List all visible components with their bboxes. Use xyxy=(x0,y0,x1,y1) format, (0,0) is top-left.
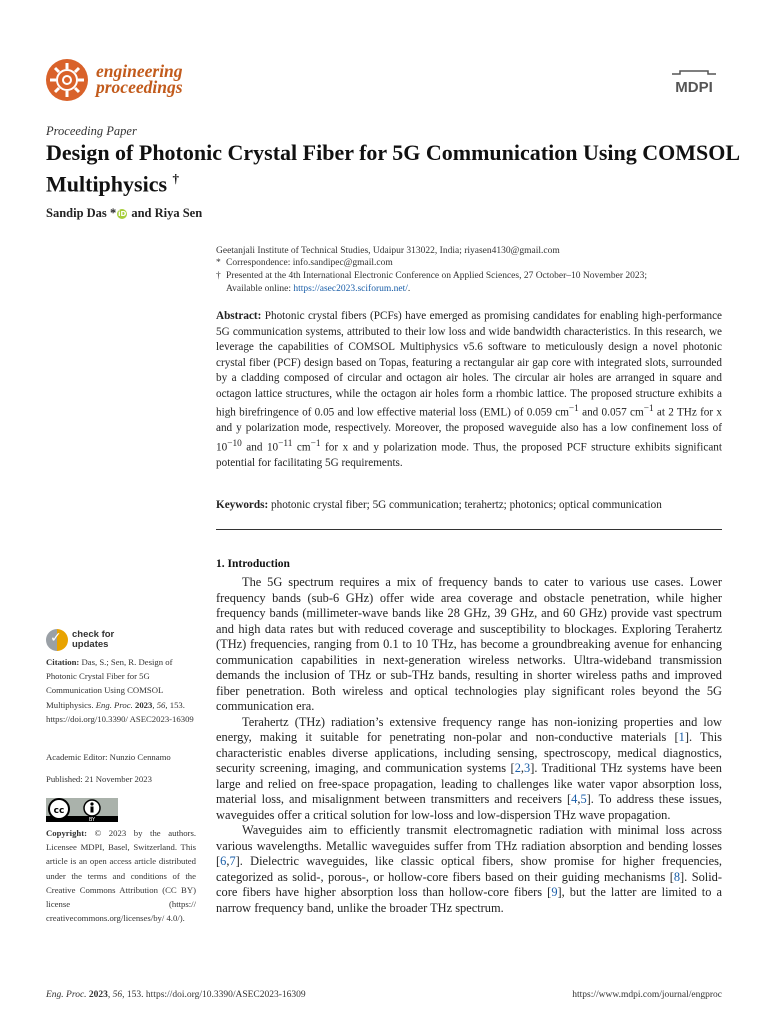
copyright-text: © 2023 by the authors. Licensee MDPI, Basel, Switzerland. This article is an open access article distributed under the terms and conditions of the Creative Commons Attribution (CC BY) license (https:// creativecommons.org/licenses/by/ 4.0/). xyxy=(46,828,196,924)
svg-text:cc: cc xyxy=(53,806,65,816)
abstract-part1: Photonic crystal fibers (PCFs) have emerged as promising candidates for enabling high-performance 5G communication systems, attributed to their low loss and wide bandwidth characteristics. In this research, we leverage the capabilities of COMSOL Multiphysics v5.6 software to meticulously design a novel photonic crystal fiber (PCF) design based on Topas, featuring a rectangular air gap core with integrated slots, surrounded by a cladding composed of circular and octagon air holes. The circular air holes are arranged in square and octagon lattice structures, while the octagon air holes form a rhombic lattice. The proposed structure exhibits a high birefringence of 0.05 and low effective material loss (EML) of 0.059 cm xyxy=(216,310,722,419)
available-tail: . xyxy=(407,283,411,294)
footer-citation: Eng. Proc. 2023, 56, 153. https://doi.org/10.3390/ASEC2023-16309 xyxy=(46,990,306,1000)
abstract-sup5: −1 xyxy=(310,438,321,449)
p2-text-d: ]. Traditional THz systems have been large and relied on free-space propagation, leading to challenges like water vapor absorption loss, material loss, and misalignment between transmitters and receivers [ xyxy=(216,761,722,806)
checkmark-icon: ✓ xyxy=(50,630,62,646)
citation-volume: , 56 xyxy=(152,699,166,710)
presented-mark: † xyxy=(216,271,221,281)
corresponding-mark: * xyxy=(109,206,117,220)
author-sen[interactable]: Riya Sen xyxy=(154,206,203,220)
keywords xyxy=(216,498,722,513)
check-updates-label xyxy=(72,630,114,650)
reference-link[interactable]: 1 xyxy=(678,730,685,744)
abstract-sup1: −1 xyxy=(568,404,579,414)
reference-link[interactable]: 4 xyxy=(571,792,578,806)
reference-link[interactable]: 7 xyxy=(229,854,236,868)
abstract-part2: and 0.057 cm xyxy=(578,406,644,419)
abstract-sup2: −1 xyxy=(643,404,654,414)
presented-text: Presented at the 4th International Electronic Conference on Applied Sciences, 27 October–10 November 2023; xyxy=(226,271,648,281)
p2-text-e: , xyxy=(577,792,581,806)
available-label: Available online: xyxy=(226,283,291,294)
p3-text-e: ], but the latter are limited to a narrow frequency band, unlike the broader THz spectrum. xyxy=(216,885,722,915)
footer-volume: 56 xyxy=(112,990,123,1000)
abstract-sup3: −10 xyxy=(227,438,242,449)
p2-text-c: , xyxy=(520,761,524,775)
presented-note xyxy=(216,270,726,295)
check-line2: updates xyxy=(72,639,109,650)
mdpi-logo xyxy=(666,70,722,100)
p3-text-d: ]. Solid-core fibers have higher absorption loss than hollow-core fibers [ xyxy=(216,869,722,899)
abstract-part6: for x and y polarization mode. Thus, the proposed PCF structure exhibits significant potential for facilitating 5G requirements. xyxy=(216,441,722,469)
reference-link[interactable]: 8 xyxy=(673,869,681,884)
journal-name xyxy=(96,63,183,95)
reference-link[interactable]: 9 xyxy=(551,885,558,899)
journal-name-line2: proceedings xyxy=(96,77,183,97)
academic-editor: Academic Editor: Nunzio Cennamo xyxy=(46,752,171,762)
orcid-icon[interactable]: iD xyxy=(118,210,127,218)
affiliation xyxy=(216,245,726,258)
author-join: and xyxy=(131,206,152,220)
intro-paragraph-2 xyxy=(216,715,722,824)
author-list xyxy=(46,206,202,221)
footer-year: 2023 xyxy=(88,990,108,1000)
section-divider xyxy=(216,529,722,530)
keywords-label: Keywords: xyxy=(216,499,269,511)
reference-link[interactable]: 6 xyxy=(220,854,227,868)
copyright-notice xyxy=(46,826,196,925)
paper-title-text: Design of Photonic Crystal Fiber for 5G Communication Using COMSOL Multiphysics xyxy=(46,140,739,197)
reference-link[interactable]: 3 xyxy=(524,761,531,775)
introduction-body xyxy=(216,575,722,916)
p2-text-a: Terahertz (THz) radiation’s extensive frequency range has non-ionizing properties and low energy, making it suitable for penetrating non-polar and non-conductive materials [ xyxy=(216,714,722,744)
abstract xyxy=(216,309,722,471)
author-das[interactable]: Sandip Das xyxy=(46,206,107,220)
journal-logo-icon xyxy=(45,58,89,102)
footer-journal: Eng. Proc. xyxy=(46,990,87,1000)
citation-text2: , 153. https://doi.org/10.3390/ ASEC2023-16309 xyxy=(46,699,194,724)
abstract-part3: at 2 THz for x and y polarization mode, respectively. Moreover, the proposed waveguide also has a low confinement loss of 10 xyxy=(216,406,723,454)
abstract-label: Abstract: xyxy=(216,310,262,322)
intro-paragraph-3 xyxy=(216,823,722,916)
cc-by-license-badge[interactable] xyxy=(46,798,118,822)
title-footnote-mark: † xyxy=(172,171,180,186)
published-date: Published: 21 November 2023 xyxy=(46,774,152,784)
svg-text:BY: BY xyxy=(88,817,96,822)
correspondence-text: Correspondence: info.sandipec@gmail.com xyxy=(226,258,393,268)
citation-block xyxy=(46,655,196,726)
footer-doi[interactable]: , 153. https://doi.org/10.3390/ASEC2023-16309 xyxy=(122,990,306,1000)
intro-paragraph-1: The 5G spectrum requires a mix of frequency bands to cater to various use cases. Lower frequency bands (sub-6 GHz) offer wide area coverage and obstacle penetration, while higher frequency bands (millimeter-wave bands like 28 GHz, 39 GHz, and 60 GHz) provide vast spectrum and high data rates but with reduced coverage and susceptibility to blockages. Exploring Terahertz (THz) frequencies, ranging from 0.1 to 10 THz, has become a groundbreaking avenue for enhancing communication capabilities in next-generation wireless networks. Ultra-wideband transmission demands the inclusion of THz or sub-THz bands, resulting in shorter wireless paths and improved fiber penetration. Both wireless and optical technologies play significant roles beyond the 5G communication era. xyxy=(216,575,722,713)
affiliation-text: Geetanjali Institute of Technical Studies, Udaipur 313022, India; riyasen4130@gmail.com xyxy=(216,246,560,256)
paper-type: Proceeding Paper xyxy=(46,124,137,138)
citation-label: Citation: xyxy=(46,657,80,667)
footer-journal-url[interactable]: https://www.mdpi.com/journal/engproc xyxy=(572,990,722,1000)
reference-link[interactable]: 2 xyxy=(514,761,521,775)
check-for-updates-button[interactable] xyxy=(46,629,166,653)
abstract-part4: and 10 xyxy=(241,441,279,454)
available-url-link[interactable]: https://asec2023.sciforum.net/ xyxy=(293,283,408,294)
journal-name-line1: engineering xyxy=(96,61,183,81)
p2-text-f: ]. To address these issues, waveguides offer a critical solution for low-loss and low-dispersion THz wave propagation. xyxy=(216,792,723,822)
citation-text1: Das, S.; Sen, R. Design of Photonic Crystal Fiber for 5G Communication Using COMSOL Multiphysics. xyxy=(46,657,173,710)
abstract-part5: cm xyxy=(292,441,311,454)
paper-title xyxy=(46,140,746,197)
p3-text-a: Waveguides aim to efficiently transmit electromagnetic radiation with minimal loss across various wavelengths. Metallic waveguides suffer from THz radiation absorption and bending losses [ xyxy=(216,823,722,868)
correspondence-mark: * xyxy=(216,258,221,268)
check-line1: check for xyxy=(72,629,115,640)
copyright-label: Copyright: xyxy=(46,828,88,838)
abstract-sup4: −11 xyxy=(278,438,293,449)
citation-year: 2023 xyxy=(132,699,153,710)
citation-journal: Eng. Proc. xyxy=(95,699,133,710)
keywords-text: photonic crystal fiber; 5G communication; terahertz; photonics; optical communication xyxy=(271,499,662,511)
p3-text-c: ]. Dielectric waveguides, like classic optical fibers, show promise for higher frequencies, categorized as solid-, porous-, or hollow-core fibers based on their guiding mechanisms [ xyxy=(216,854,722,884)
section-heading-introduction: 1. Introduction xyxy=(216,558,290,570)
publisher-name: MDPI xyxy=(675,79,713,96)
p2-text-b: ]. This characteristic enables diverse applications, including sensing, spectroscopy, medical diagnostics, security screening, imaging, and communication systems [ xyxy=(216,730,722,775)
reference-link[interactable]: 5 xyxy=(580,792,587,806)
correspondence xyxy=(216,257,726,270)
p3-text-b: , xyxy=(226,854,230,868)
